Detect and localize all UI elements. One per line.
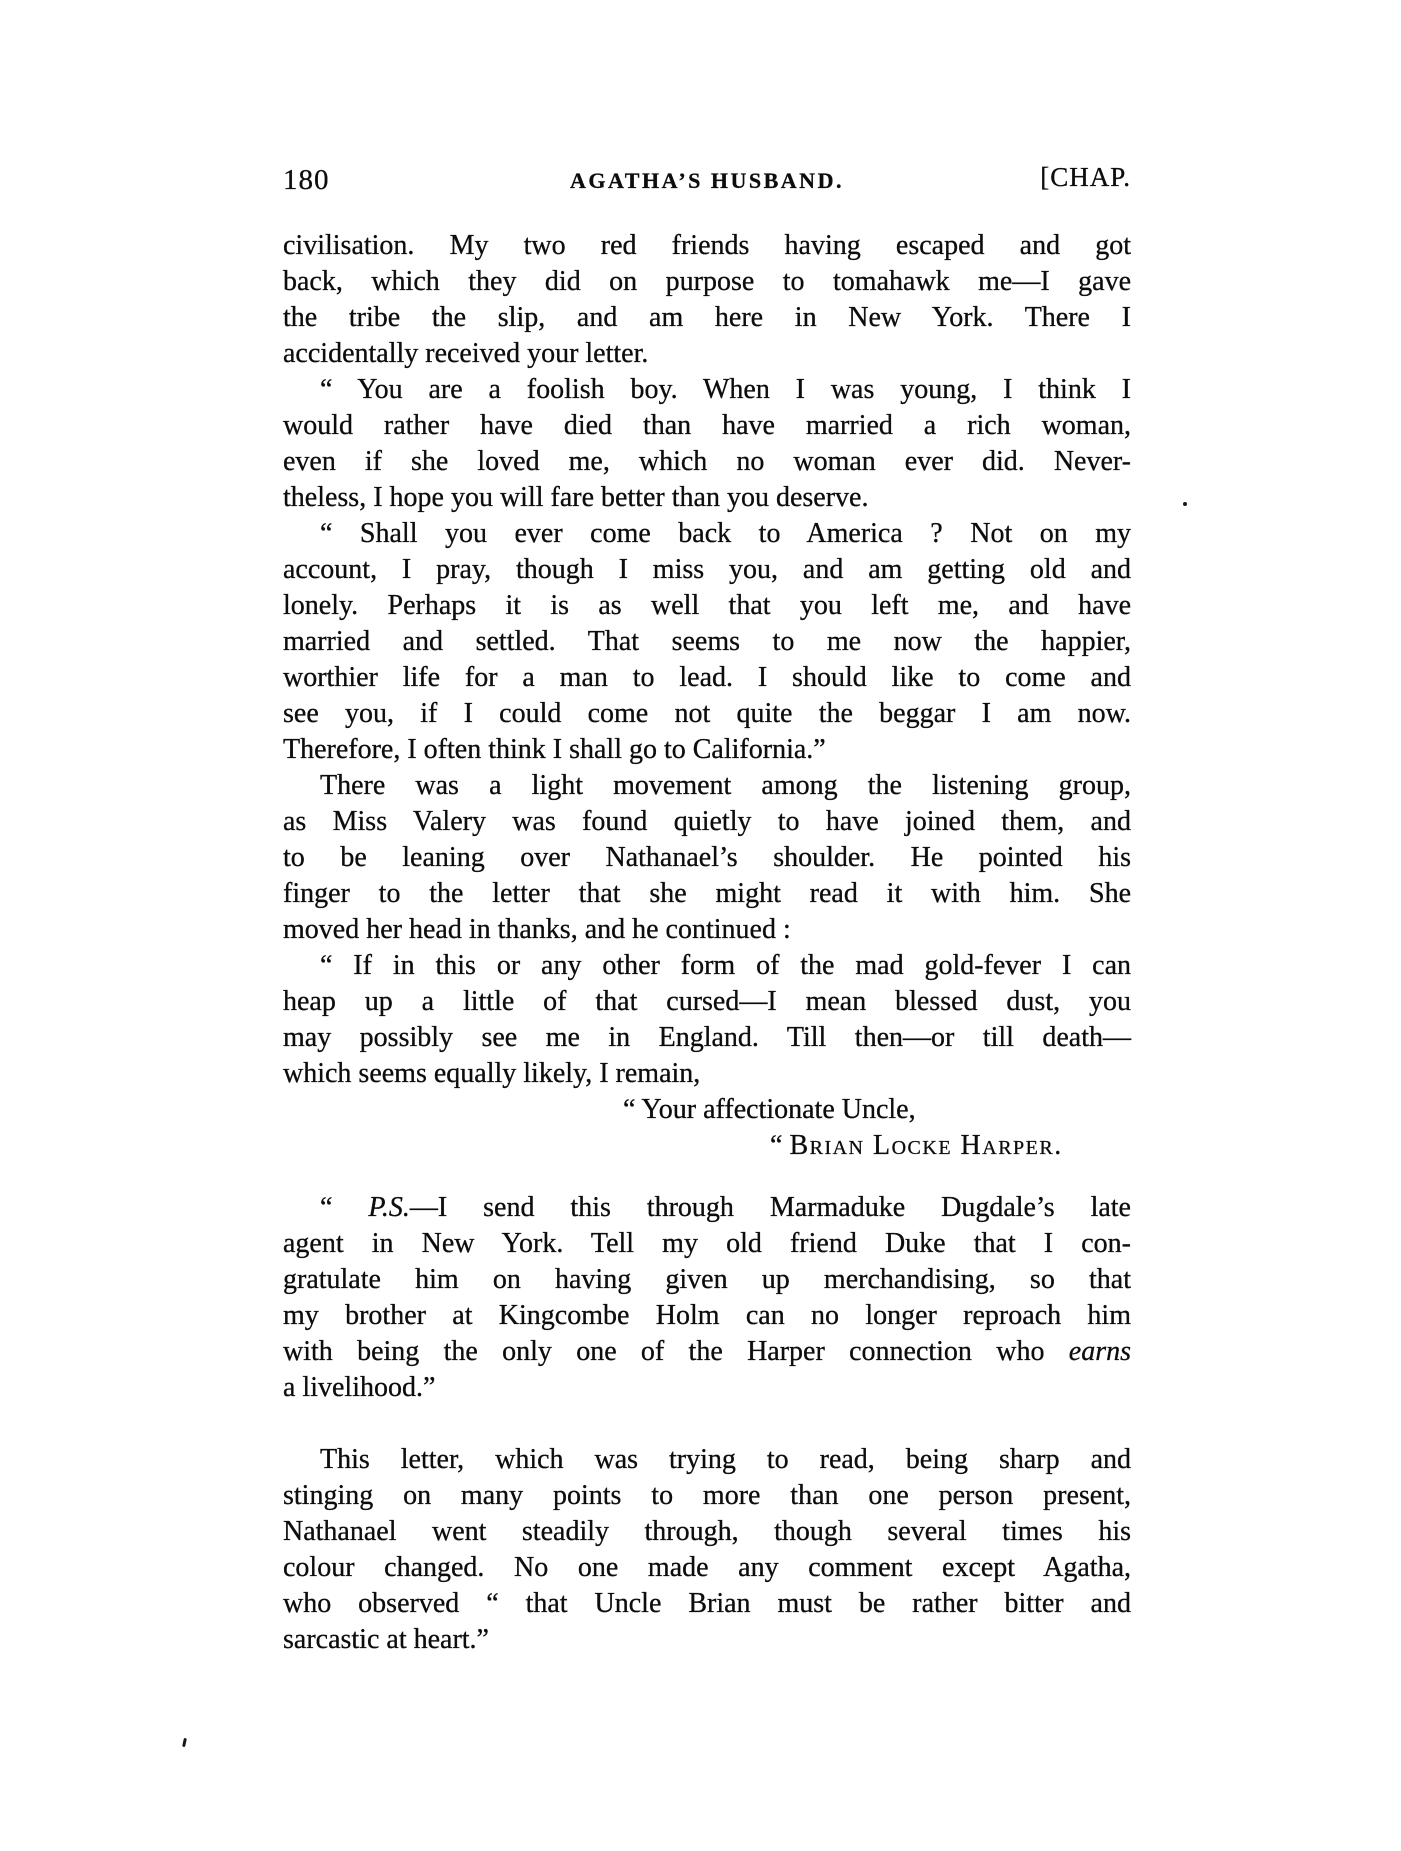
text-line: civilisation. My two red friends having escaped and got [283,230,1131,261]
text-line: would rather have died than have married a rich woman, [283,410,1131,441]
paragraph [283,768,1131,948]
text-line: accidentally received your letter. [283,338,649,369]
text-line: colour changed. No one made any comment except Agatha, [283,1552,1131,1583]
text-line: married and settled. That seems to me now the happier, [283,626,1131,657]
text-line: worthier life for a man to lead. I should like to come and [283,662,1131,693]
signature-open-quote: “ [770,1130,790,1161]
text-line: Therefore, I often think I shall go to California.” [283,734,826,765]
text-line [283,1334,1131,1370]
text-line: back, which they did on purpose to tomahawk me—I gave [283,266,1131,297]
text-line: stinging on many points to more than one person present, [283,1480,1131,1511]
scan-artifact [182,1738,187,1747]
text-line: even if she loved me, which no woman ever did. Never- [283,446,1131,477]
text-line: “ You are a foolish boy. When I was young, I think I [320,374,1131,405]
text-line: agent in New York. Tell my old friend Duke that I con- [283,1228,1131,1259]
italic-text: earns [1068,1336,1131,1367]
text-line: which seems equally likely, I remain, [283,1058,701,1089]
signature-name-line [770,1128,1131,1164]
paragraph [283,1442,1131,1658]
plain-text: —I send this through Marmaduke Dugdale’s late [409,1192,1131,1223]
text-line: Nathanael went steadily through, though several times his [283,1516,1131,1547]
paragraph [283,516,1131,768]
italic-text: P.S. [368,1192,410,1223]
body-text [283,228,1131,1658]
paragraph [283,228,1131,372]
letter-lower [283,1190,1131,1658]
paragraph [283,372,1131,516]
text-line: lonely. Perhaps it is as well that you left me, and have [283,590,1131,621]
signature-closing-line: “ Your affectionate Uncle, [623,1094,916,1125]
text-line: my brother at Kingcombe Holm can no longer reproach him [283,1300,1131,1331]
text-line: gratulate him on having given up merchandising, so that [283,1264,1131,1295]
text-line: theless, I hope you will fare better than you deserve. [283,482,869,513]
text-line: may possibly see me in England. Till then—or till death— [283,1022,1131,1053]
text-line: account, I pray, though I miss you, and am getting old and [283,554,1131,585]
text-line [283,1190,1131,1226]
text-line: “ Shall you ever come back to America ? Not on my [320,518,1131,549]
page-header [283,162,1131,202]
paragraph [283,1190,1131,1406]
text-line: heap up a little of that cursed—I mean blessed dust, you [283,986,1131,1017]
plain-text: with being the only one of the Harper connection who [283,1336,1069,1367]
text-line: see you, if I could come not quite the beggar I am now. [283,698,1131,729]
text-line: a livelihood.” [283,1372,436,1403]
signature-name: Brian Locke Harper. [789,1130,1063,1161]
text-line: moved her head in thanks, and he continued : [283,914,791,945]
text-line: who observed “ that Uncle Brian must be rather bitter and [283,1588,1131,1619]
text-line: This letter, which was trying to read, being sharp and [320,1444,1131,1475]
page-number: 180 [283,164,330,196]
running-title: AGATHA’S HUSBAND. [570,168,844,193]
text-line: There was a light movement among the listening group, [320,770,1131,801]
scan-artifact [1183,502,1187,506]
text-line: as Miss Valery was found quietly to have joined them, and [283,806,1131,837]
text-line: the tribe the slip, and am here in New York. There I [283,302,1131,333]
plain-text: “ [320,1192,369,1223]
letter-upper [283,228,1131,1092]
text-line: to be leaning over Nathanael’s shoulder. He pointed his [283,842,1131,873]
text-line: finger to the letter that she might read it with him. She [283,878,1131,909]
text-line: “ If in this or any other form of the mad gold-fever I can [320,950,1131,981]
text-line: sarcastic at heart.” [283,1624,489,1655]
paragraph [283,948,1131,1092]
chapter-marker: [CHAP. [1040,162,1131,192]
